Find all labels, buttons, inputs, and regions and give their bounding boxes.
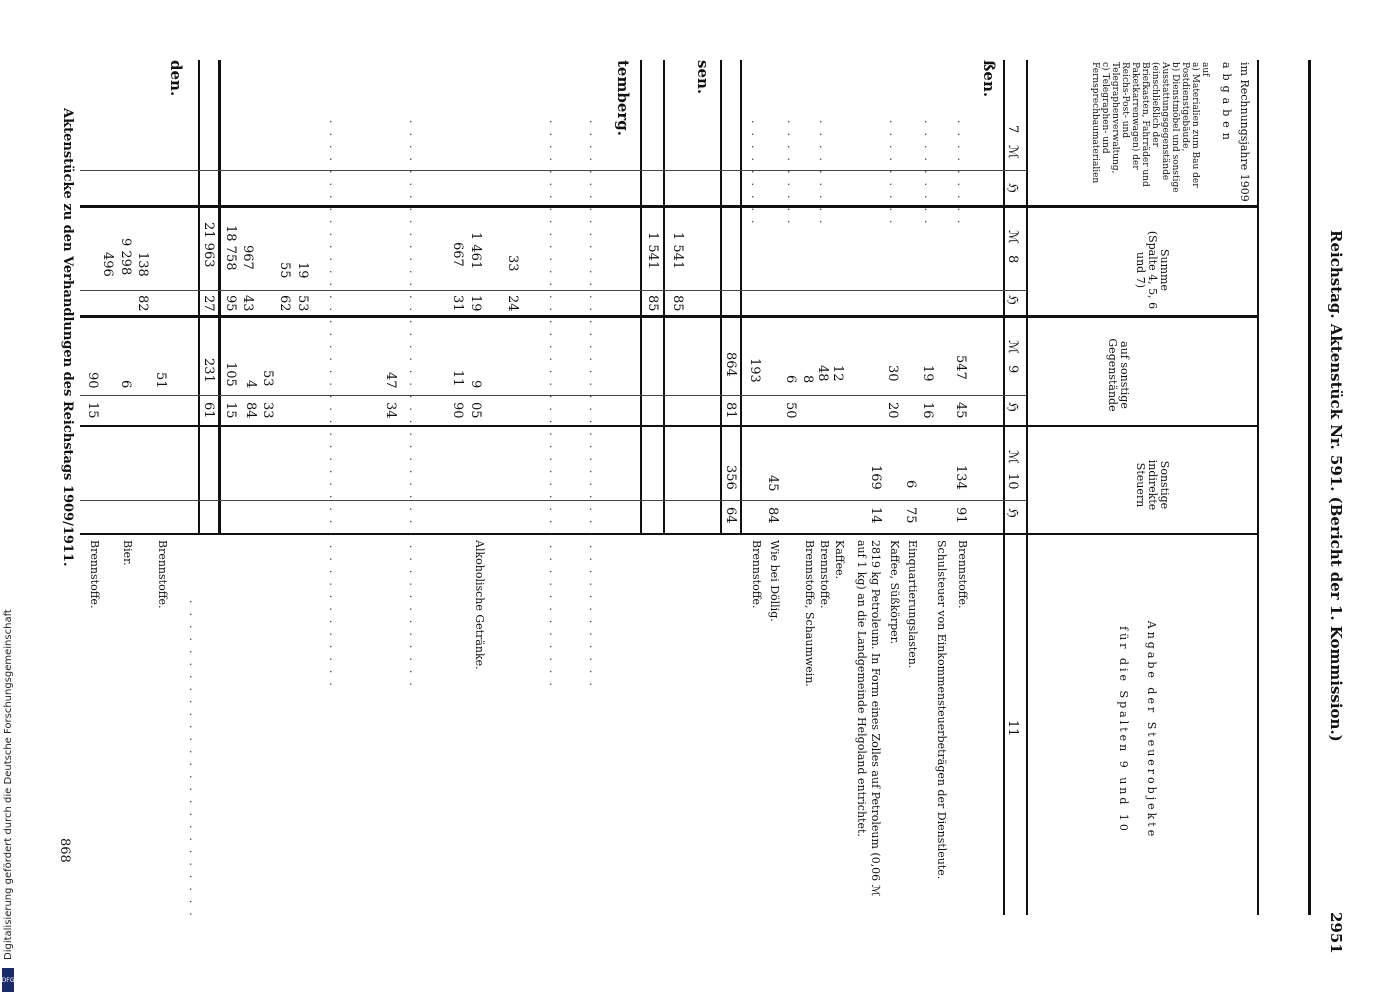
s1-total-c10: 356: [723, 465, 738, 490]
s3-r6-c8pf: 62: [277, 295, 292, 312]
section-label-1: ßen.: [980, 60, 998, 98]
s1-r1-c10pf: 91: [953, 507, 968, 524]
s3-r3-c8pf: 19: [468, 295, 483, 312]
section-label-3: temberg.: [614, 60, 632, 136]
s1-r4-c10: 169: [868, 465, 883, 490]
s2-total-c8: 1 541: [645, 232, 660, 270]
unit-mark-10: ℳ: [1005, 450, 1020, 464]
section1-end-rule: [720, 60, 722, 535]
s1-r2-c9: 19: [920, 365, 935, 382]
column-sep-8-9: [80, 315, 1258, 318]
column-sep-9-10: [80, 425, 1258, 427]
s1-r10-note: Brennstoffe.: [750, 540, 763, 609]
s3-r5-c8pf: 53: [295, 295, 310, 312]
s3-total-c9pf: 61: [201, 402, 216, 419]
s1-r3-c9pf: 20: [885, 402, 900, 419]
s1-r7-c9: 8: [800, 375, 815, 384]
s4-r3-c9pf: 15: [85, 402, 100, 419]
s1-total-c9pf: 81: [723, 402, 738, 419]
dot-leader: ..............................................: [407, 120, 420, 695]
s1-r5-note: 2819 kg Petroleum. In Form eines Zolles auf Petroleum (0,06 ℳ auf 1 kg) an die Landgemeinde Helgoland entrichtet.: [855, 540, 882, 897]
dot-leader: ..........................: [187, 600, 200, 925]
s1-r7-note: Brennstoffe.: [818, 540, 831, 609]
col-number-8: 8: [1005, 255, 1020, 264]
col-number-11: 11: [1005, 720, 1020, 737]
s3-r3-c8: 1 461: [468, 232, 483, 270]
col10-label: Sonstige indirekte Steuern: [1134, 459, 1171, 514]
s4-r3-note: Brennstoffe.: [88, 540, 101, 609]
s3-r2-note: Alkoholische Getränke.: [473, 540, 486, 670]
s1-r5-c9: 12: [830, 365, 845, 382]
column-number-rule: [1026, 60, 1028, 915]
table-header-rule: [1257, 60, 1259, 915]
s4-r1-c9: 51: [153, 372, 168, 389]
s4-r1-c8: 138: [135, 252, 150, 277]
page-number: 2951: [1327, 912, 1345, 954]
section3-total-rule: [218, 60, 221, 535]
col11-label: Angabe der Steuerobjekte für die Spalten 9 und 10: [1117, 620, 1158, 840]
section2-total-rule: [663, 60, 665, 535]
s1-r1-c9: 547: [953, 355, 968, 380]
unit-mark-7: ℳ: [1005, 145, 1020, 159]
s1-total-c10pf: 64: [723, 507, 738, 524]
s1-r3-c10pf: 75: [903, 507, 918, 524]
unit-pf-10: ℌ: [1005, 508, 1020, 518]
abgaben-label: abgaben: [1220, 62, 1233, 145]
s3-r7-c8: 967: [240, 245, 255, 270]
s3-r4-c9pf: 90: [450, 402, 465, 419]
s3-total-c8: 21 963: [201, 222, 216, 268]
s1-r2-note: Schulsteuer von Einkommensteuerbeträgen der Dienstleute.: [935, 540, 948, 880]
s3-r8-c9pf: 15: [223, 402, 238, 419]
s3-r5-c9: 53: [260, 370, 275, 387]
section2-end-rule: [640, 60, 642, 535]
s1-r2-c9pf: 16: [920, 402, 935, 419]
s1-r9-c10pf: 84: [765, 507, 780, 524]
dot-leader: .........: [887, 120, 900, 233]
section1-total-rule: [740, 60, 742, 535]
s4-r1-c8pf: 82: [135, 295, 150, 312]
col7-label: auf a) Materialien zum Bau der Postdienstgebäude, b) Dienstmöbel und sonstige Ausstattungsgegenstände (einschließlich der Briefkasten, Fahrräder und Paketkarrenwagen) der Reichs-Post- und Telegraphenverwaltung, c) Telegraphen- und Fernsprechbaumaterialien: [1090, 62, 1210, 193]
section-label-2: sen.: [694, 60, 712, 95]
col-number-10: 10: [1005, 473, 1020, 490]
s4-r3-c9: 90: [85, 372, 100, 389]
unit-mark-9: ℳ: [1005, 340, 1020, 354]
s1-r3-c10: 6: [903, 480, 918, 489]
section3-end-rule: [198, 60, 200, 535]
s1-r4-c10pf: 14: [868, 507, 883, 524]
s4-r1-note: Brennstoffe.: [156, 540, 169, 609]
footer-text: Aktenstücke zu den Verhandlungen des Reichstags 1909/1911.: [60, 108, 75, 567]
s1-r8-c9: 6: [783, 375, 798, 384]
s3-total-c9: 231: [201, 358, 216, 383]
s3-r8-c8pf: 95: [223, 295, 238, 312]
s2-total-c8pf: 85: [645, 295, 660, 312]
table-top-rule: [1308, 60, 1311, 915]
s3-r4-c9: 11: [450, 370, 465, 387]
col-number-7: 7: [1005, 125, 1020, 134]
column-sep-10-11: [80, 533, 1258, 535]
footer-page: 868: [57, 838, 72, 863]
s3-r5-c9pf: 33: [260, 402, 275, 419]
s1-r9-c10: 45: [765, 475, 780, 492]
s3-r1-c8pf: 24: [505, 295, 520, 312]
period-label: im Rechnungsjahre 1909: [1238, 62, 1251, 202]
s1-r10-c9: 193: [747, 358, 762, 383]
col9-label: auf sonstige Gegenstände: [1106, 338, 1131, 413]
s1-r9-note: Wie bei Döllig.: [768, 540, 781, 622]
s4-r2-c8: 9 298: [118, 238, 133, 276]
s3-r2-c9pf: 34: [383, 402, 398, 419]
s3-r7-c8pf: 43: [240, 295, 255, 312]
s3-r3-c9: 9: [468, 380, 483, 389]
s4-r2-c9: 6: [118, 380, 133, 389]
s3-r6-c9: 4: [243, 380, 258, 389]
s3-r6-c9pf: 84: [243, 402, 258, 419]
s1-r4-note: Kaffee, Süßkörper.: [888, 540, 901, 645]
col-number-9: 9: [1005, 365, 1020, 374]
s3-r4-c8: 667: [450, 242, 465, 267]
digitization-watermark: Digitalisierung gefördert durch die Deutsche Forschungsgemeinschaft: [3, 609, 14, 960]
s2-r1-c8pf: 85: [670, 295, 685, 312]
s1-r3-note: Einquartierungslasten.: [906, 540, 919, 669]
s3-r5-c8: 19: [295, 262, 310, 279]
s1-r1-c10: 134: [953, 465, 968, 490]
s1-r1-c9pf: 45: [953, 402, 968, 419]
dot-leader: .........: [955, 120, 968, 233]
section-label-4: den.: [167, 60, 185, 97]
s1-r6-note: Kaffee.: [833, 540, 846, 580]
dot-leader: ..............................................: [587, 120, 600, 695]
dot-leader: ..............................................: [327, 120, 340, 695]
s1-r8-note: Brennstoffe, Schaumwein.: [803, 540, 816, 687]
column-sep-7-8: [80, 205, 1258, 208]
unit-pf-7: ℌ: [1005, 183, 1020, 193]
s3-r2-c9: 47: [383, 372, 398, 389]
s3-r8-c9: 105: [223, 362, 238, 387]
dot-leader: .........: [785, 120, 798, 233]
s1-r3-c9: 30: [885, 365, 900, 382]
dfg-logo: [2, 968, 14, 992]
s4-r2-note: Bier.: [121, 540, 134, 566]
s3-r4-c8pf: 31: [450, 295, 465, 312]
s1-total-c9: 864: [723, 352, 738, 377]
dot-leader: .........: [817, 120, 830, 233]
s1-r6-c9: 48: [815, 365, 830, 382]
s2-r1-c8: 1 541: [670, 232, 685, 270]
s3-r3-c9pf: 05: [468, 402, 483, 419]
dot-leader: .........: [749, 120, 762, 233]
unit-mark-8: ℳ: [1005, 230, 1020, 244]
s3-r6-c8: 55: [277, 262, 292, 279]
s3-r1-c8: 33: [505, 255, 520, 272]
dfg-logo-text: DFG: [1, 976, 15, 984]
s1-r8-c9pf: 50: [783, 402, 798, 419]
s4-r3-c8: 496: [100, 252, 115, 277]
col8-label: Summe (Spalte 4, 5, 6 und 7): [1134, 230, 1171, 310]
unit-pf-8: ℌ: [1005, 295, 1020, 305]
s1-r1-note: Brennstoffe.: [956, 540, 969, 609]
s3-total-c8pf: 27: [201, 295, 216, 312]
page-header-title: Reichstag. Aktenstück Nr. 591. (Bericht der 1. Kommission.): [1327, 230, 1345, 742]
unit-pf-9: ℌ: [1005, 402, 1020, 412]
dot-leader: ..............................................: [547, 120, 560, 695]
dot-leader: .........: [922, 120, 935, 233]
s3-r8-c8: 18 758: [223, 225, 238, 271]
